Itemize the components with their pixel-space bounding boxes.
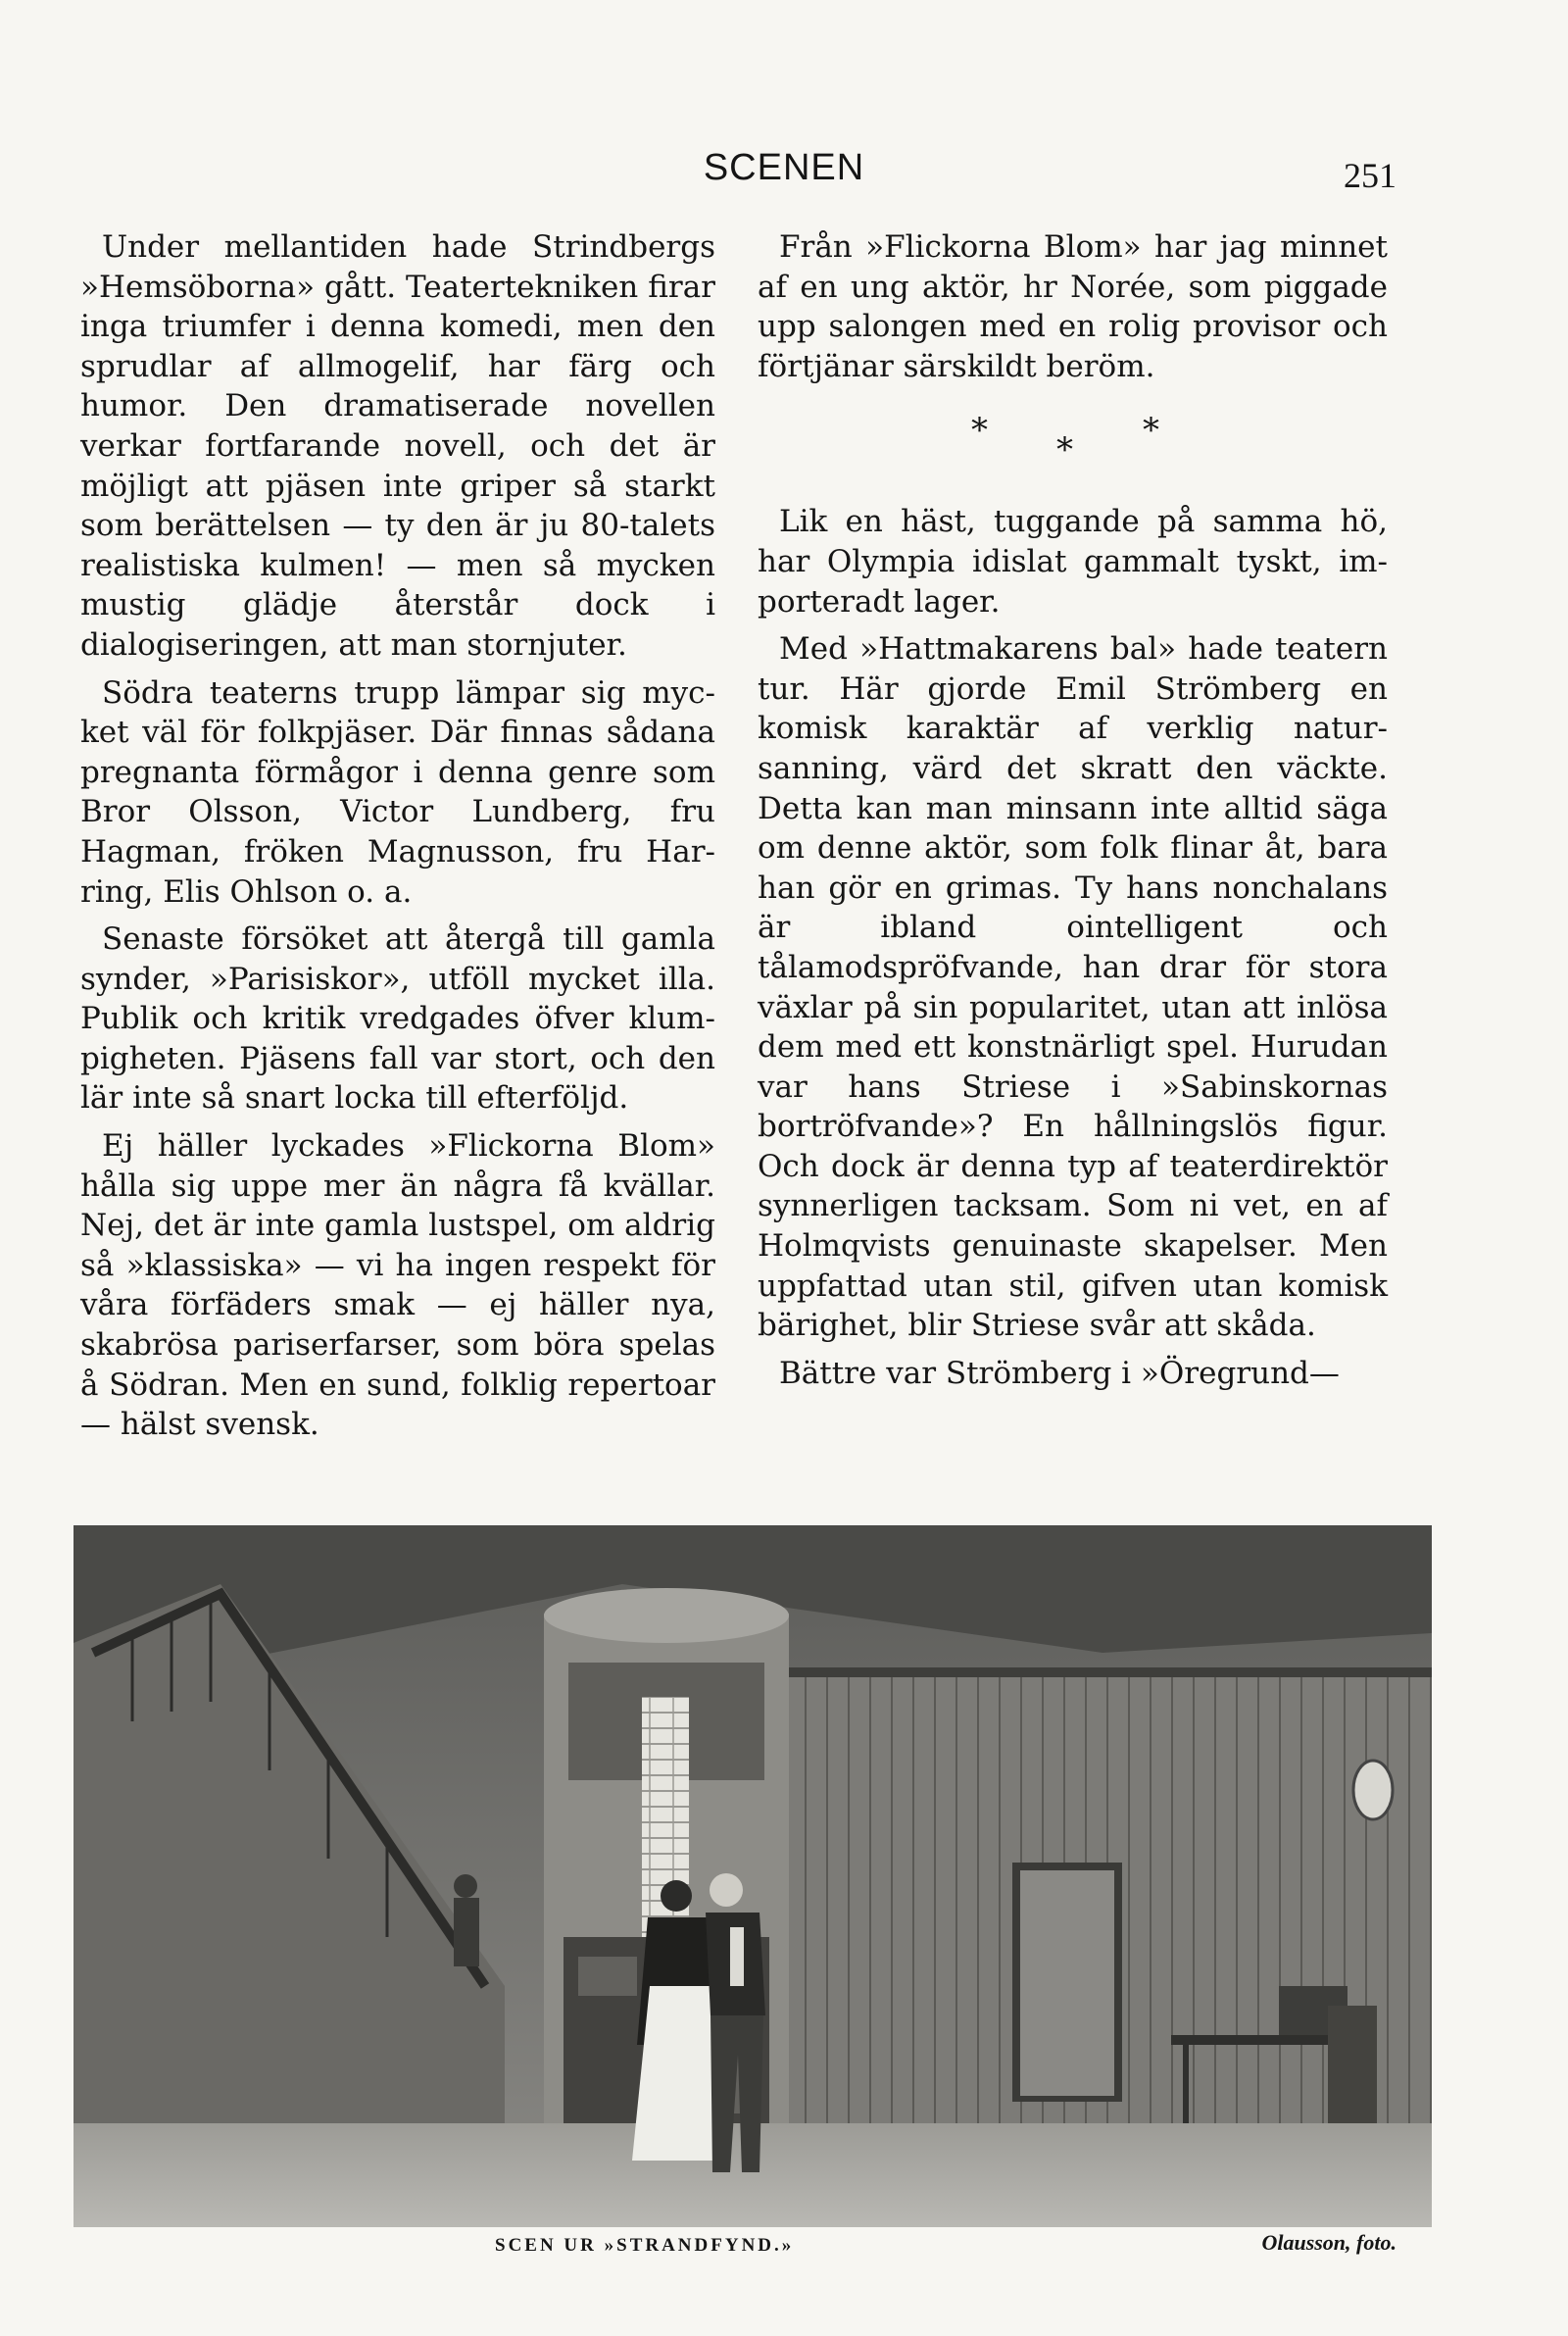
figure-on-stairs	[454, 1874, 479, 1966]
separator-star: *	[1143, 411, 1159, 451]
wall-rail	[779, 1667, 1432, 1677]
paragraph: Lik en häst, tuggande på samma hö, har Olympia idislat gammalt tyskt, importeradt lager.	[758, 504, 1388, 620]
page-number: 251	[1344, 156, 1396, 195]
paragraph: Södra teaterns trupp lämpar sig mycket väl för folkpjäser. Där finnas sådana pregnanta förmågor i denna genre som Bror Olsson, Victor Lundberg, fru Hagman, fröken Magnusson, fru Harring, Elis Ohlson o. a.	[80, 674, 715, 910]
oval-portrait	[1353, 1761, 1393, 1819]
left-column	[80, 227, 715, 1445]
paragraph: Med »Hattmakarens bal» hade teatern tur. Här gjorde Emil Strömberg en komisk karaktär af verklig natursanning, värd det skratt den väckte. Detta kan man minsann inte alltid säga om denne aktör, som folk flinar åt, bara han gör en grimas. Ty hans nonchalans är ibland ointelligent och tålamodspröfvande, han drar för stora växlar på sin popularitet, utan att inlösa dem med ett konstnärligt spel. Hurudan var hans Striese i »Sabinskornas bortröfvande»? En hållningslös figur. Och dock är denna typ af teaterdirektör synnerligen tacksam. Som ni vet, en af Holmqvists genuinaste skapelser. Men uppfattad utan stil, gifven utan komisk bärighet, blir Striese svår att skåda.	[758, 631, 1388, 1344]
photo-credit: Olausson, foto.	[1261, 2230, 1396, 2255]
paragraph: Från »Flickorna Blom» har jag minnet af en ung aktör, hr Norée, som piggade upp salongen med en rolig provisor och förtjänar särskildt beröm.	[758, 229, 1388, 384]
figure-caption: SCEN UR »STRANDFYND.»	[495, 2235, 795, 2256]
running-header-title: SCENEN	[703, 147, 865, 188]
right-column	[758, 227, 1388, 1393]
paragraph: Ej häller lyckades »Flickorna Blom» hålla sig uppe mer än några få kvällar. Nej, det är inte gamla lustspel, om aldrig så »klassiska» — vi ha ingen respekt för våra förfäders smak — ej häller nya, skabrösa pariserfarser, som böra spelas å Södran. Men en sund, folklig repertoar — hälst svensk.	[80, 1128, 715, 1443]
stage-photograph-illustration	[74, 1525, 1432, 2227]
actors-embracing	[632, 1873, 765, 2172]
paragraph: Senaste försöket att återgå till gamla synder, »Parisiskor», utföll mycket illa. Publik och kritik vredgades öfver klumpigheten. Pjäsens fall var stort, och den lär inte så snart locka till efterföljd.	[80, 921, 715, 1117]
section-separator	[758, 386, 1388, 502]
separator-star: *	[971, 411, 988, 451]
chair	[1328, 2006, 1377, 2133]
stage-photograph	[74, 1525, 1432, 2227]
separator-star: *	[1056, 430, 1073, 471]
paragraph: Under mellantiden hade Strindbergs »Hemsöborna» gått. Teatertekniken firar inga triumfer i denna komedi, men den sprudlar af allmogelif, har färg och humor. Den dramatiserade novellen verkar fortfarande novell, och det är möjligt att pjäsen inte griper så starkt som berättelsen — ty den är ju 80-talets realistiska kulmen! — men så mycken mustig glädje återstår dock i dialogiseringen, att man stornjuter.	[80, 229, 715, 663]
stove-top	[544, 1588, 789, 1643]
door	[1020, 1870, 1114, 2096]
paragraph: Bättre var Strömberg i »Öregrund—	[779, 1355, 1340, 1391]
